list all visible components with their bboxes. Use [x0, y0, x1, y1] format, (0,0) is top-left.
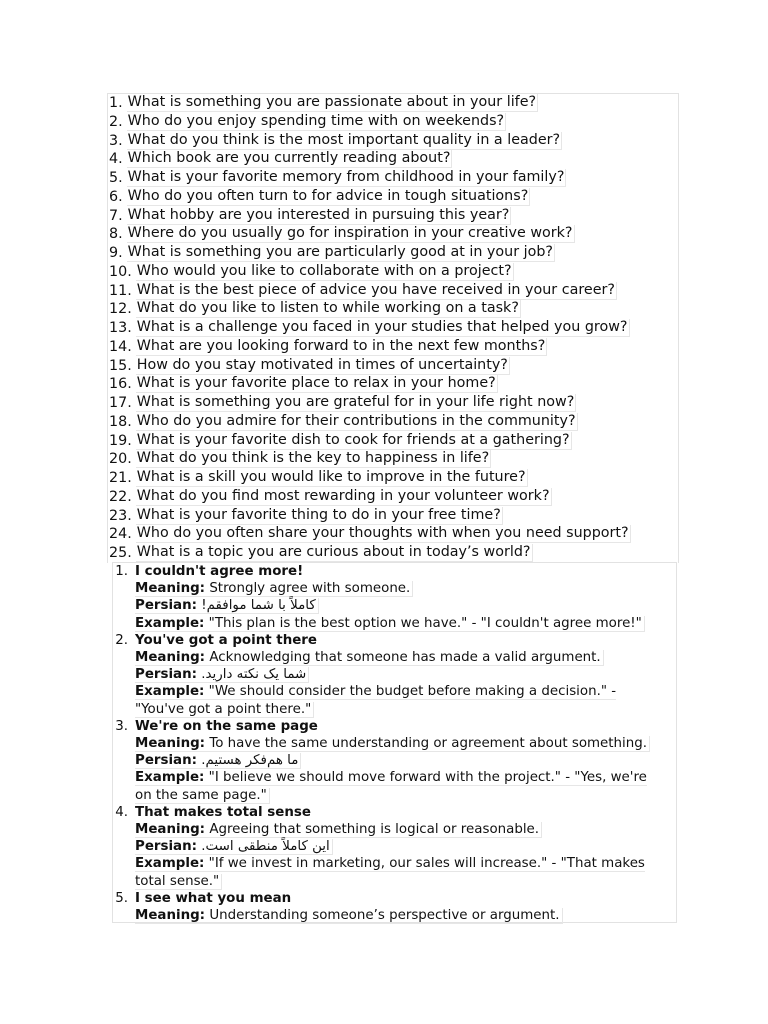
question-item — [108, 525, 678, 544]
question-number: 2. — [109, 113, 123, 130]
question-item — [108, 300, 678, 319]
question-text: Which book are you currently reading about? — [127, 150, 451, 167]
question-item — [108, 244, 678, 263]
phrase-example — [135, 855, 665, 889]
question-text: What is a topic you are curious about in today’s world? — [136, 544, 531, 560]
question-number: 17. — [109, 395, 132, 411]
question-number: 24. — [109, 526, 132, 543]
question-text: What is your favorite dish to cook for friends at a gathering? — [136, 431, 570, 448]
question-text: What is a skill you would like to improve in the future? — [136, 469, 526, 485]
meaning-text: Understanding someone’s perspective or argument. — [209, 908, 560, 924]
persian-label: Persian: — [135, 753, 197, 769]
question-number: 15. — [109, 357, 132, 374]
question-item — [108, 150, 678, 169]
question-text: Who do you often share your thoughts with when you need support? — [136, 525, 629, 542]
question-text: What do you think is the most important quality in a leader? — [127, 131, 561, 148]
question-item — [108, 132, 678, 151]
persian-label: Persian: — [135, 667, 197, 683]
question-number: 25. — [109, 545, 132, 561]
phrase-number: 1. — [115, 564, 128, 579]
question-item — [108, 188, 678, 207]
question-text: Who would you like to collaborate with on a project? — [136, 262, 512, 279]
question-text: What is something you are passionate about in your life? — [127, 94, 537, 110]
question-number: 3. — [109, 132, 123, 149]
phrase-title: That makes total sense — [135, 804, 311, 820]
question-number: 1. — [109, 95, 123, 111]
question-text: What do you think is the key to happiness in life? — [136, 450, 490, 467]
question-text: Where do you usually go for inspiration in your creative work? — [127, 225, 573, 242]
persian-label: Persian: — [135, 839, 197, 855]
phrase-number: 3. — [115, 718, 128, 734]
question-text: Who do you admire for their contributions in the community? — [136, 412, 576, 429]
question-item — [108, 469, 678, 488]
meaning-label: Meaning: — [135, 908, 206, 924]
question-text: What is a challenge you faced in your studies that helped you grow? — [136, 319, 628, 335]
persian-text: ما هم‌فکر هستیم. — [201, 753, 299, 769]
question-item — [108, 375, 678, 394]
phrase-meaning — [135, 735, 676, 752]
question-text: What is your favorite memory from childhood in your family? — [127, 169, 565, 185]
phrase-persian — [135, 666, 676, 683]
question-text: How do you stay motivated in times of uncertainty? — [136, 356, 508, 373]
question-text: What are you looking forward to in the next few months? — [136, 337, 546, 354]
question-item — [108, 225, 678, 244]
question-number: 16. — [109, 376, 132, 393]
phrase-title: I see what you mean — [135, 890, 292, 906]
question-number: 6. — [109, 188, 123, 205]
phrase-title: You've got a point there — [135, 632, 317, 648]
phrase-list — [112, 562, 677, 923]
example-text: "If we invest in marketing, our sales will increase." - "That makes total sense." — [135, 856, 645, 889]
phrase-number: 4. — [115, 804, 128, 820]
question-number: 11. — [109, 282, 132, 299]
question-item — [108, 357, 678, 376]
question-text: What do you like to listen to while working on a task? — [136, 300, 519, 317]
example-label: Example: — [135, 684, 205, 700]
meaning-label: Meaning: — [135, 822, 206, 838]
question-item — [108, 169, 678, 188]
question-text: What is your favorite thing to do in your free time? — [136, 506, 501, 523]
example-text: "We should consider the budget before making a decision." - "You've got a point there." — [135, 684, 617, 717]
phrase-meaning — [135, 580, 676, 597]
phrase-number: 5. — [115, 890, 128, 906]
question-item — [108, 507, 678, 526]
example-label: Example: — [135, 856, 205, 872]
persian-text: شما یک نکته دارید. — [201, 667, 307, 683]
question-item — [108, 94, 678, 113]
question-item — [108, 394, 678, 413]
question-item — [108, 282, 678, 301]
phrase-meaning — [135, 907, 676, 924]
example-text: "I believe we should move forward with the project." - "Yes, we're on the same page." — [135, 770, 647, 803]
phrase-title: We're on the same page — [135, 718, 318, 734]
question-list — [107, 93, 679, 563]
persian-label: Persian: — [135, 598, 197, 614]
phrase-number: 2. — [115, 632, 128, 648]
phrase-item — [113, 718, 676, 804]
phrase-item — [113, 890, 676, 924]
question-number: 7. — [109, 207, 123, 224]
question-item — [108, 113, 678, 132]
question-text: What do you find most rewarding in your volunteer work? — [136, 487, 550, 504]
question-text: What hobby are you interested in pursuing this year? — [127, 206, 510, 223]
example-text: "This plan is the best option we have." - "I couldn't agree more!" — [208, 615, 642, 631]
meaning-text: Agreeing that something is logical or reasonable. — [209, 822, 540, 838]
question-number: 21. — [109, 470, 132, 486]
question-number: 22. — [109, 488, 132, 505]
question-number: 19. — [109, 432, 132, 449]
phrase-meaning — [135, 821, 676, 838]
phrase-example — [135, 769, 665, 803]
question-number: 12. — [109, 301, 132, 318]
question-number: 20. — [109, 451, 132, 468]
question-item — [108, 544, 678, 563]
question-number: 8. — [109, 226, 123, 243]
question-text: Who do you enjoy spending time with on weekends? — [127, 112, 505, 129]
question-item — [108, 319, 678, 338]
example-label: Example: — [135, 615, 205, 631]
question-item — [108, 488, 678, 507]
question-number: 4. — [109, 151, 123, 168]
question-number: 13. — [109, 320, 132, 336]
persian-text: این کاملاً منطقی است. — [201, 839, 330, 855]
meaning-label: Meaning: — [135, 581, 206, 597]
question-text: What is the best piece of advice you have received in your career? — [136, 281, 615, 298]
question-text: What is something you are particularly good at in your job? — [127, 244, 554, 260]
phrase-item — [113, 804, 676, 890]
phrase-persian — [135, 597, 676, 614]
question-number: 9. — [109, 245, 123, 261]
meaning-label: Meaning: — [135, 650, 206, 666]
phrase-example — [135, 615, 676, 632]
phrase-item — [113, 563, 676, 632]
question-item — [108, 413, 678, 432]
question-number: 5. — [109, 170, 123, 186]
phrase-item — [113, 632, 676, 718]
phrase-example — [135, 683, 665, 717]
meaning-text: Acknowledging that someone has made a valid argument. — [209, 650, 601, 666]
question-item — [108, 450, 678, 469]
meaning-label: Meaning: — [135, 736, 206, 752]
question-number: 18. — [109, 413, 132, 430]
question-text: What is your favorite place to relax in your home? — [136, 375, 496, 392]
phrase-persian — [135, 838, 676, 855]
phrase-persian — [135, 752, 676, 769]
question-text: Who do you often turn to for advice in tough situations? — [127, 187, 529, 204]
question-number: 23. — [109, 507, 132, 524]
example-label: Example: — [135, 770, 205, 786]
question-item — [108, 432, 678, 451]
meaning-text: Strongly agree with someone. — [209, 581, 411, 597]
question-item — [108, 338, 678, 357]
meaning-text: To have the same understanding or agreement about something. — [209, 736, 647, 752]
question-text: What is something you are grateful for in your life right now? — [136, 394, 575, 410]
question-item — [108, 263, 678, 282]
persian-text: کاملاً با شما موافقم! — [201, 598, 316, 614]
phrase-meaning — [135, 649, 676, 666]
phrase-title: I couldn't agree more! — [135, 564, 304, 579]
question-number: 14. — [109, 338, 132, 355]
question-item — [108, 207, 678, 226]
question-number: 10. — [109, 263, 132, 280]
